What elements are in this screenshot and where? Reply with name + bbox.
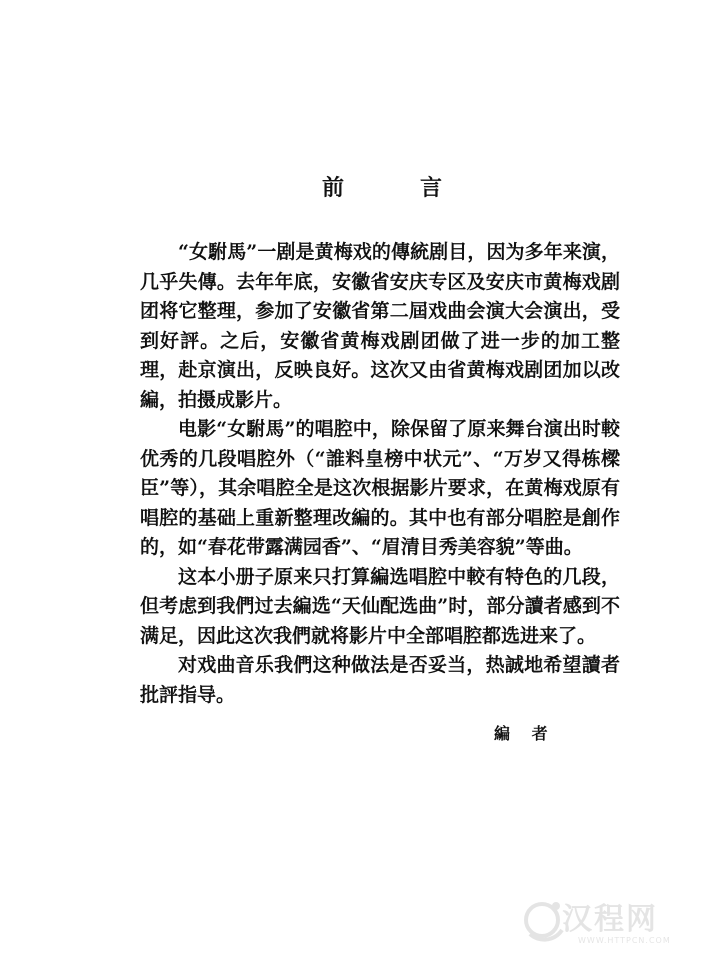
watermark-name: 汉程网	[562, 902, 658, 937]
editor-signature: 編 者	[494, 724, 556, 743]
watermark	[520, 892, 700, 956]
paragraph-4: 对戏曲音乐我們这种做法是否妥当，热誠地希望讀者批評指导。	[140, 654, 620, 706]
watermark-logo-icon	[520, 896, 568, 948]
paragraph-2: 电影“女駙馬”的唱腔中，除保留了原来舞台演出时較优秀的几段唱腔外（“誰料皇榜中状元”、“万岁又得栋樑臣”等），其余唱腔全是这次根据影片要求，在黄梅戏原有唱腔的基础上重新整理改編的。其中也有部分唱腔是創作的，如“春花带露满园香”、“眉清目秀美容貌”等曲。	[140, 418, 620, 558]
preface-body	[140, 238, 620, 710]
paragraph-1: “女駙馬”一剧是黄梅戏的傳統剧目，因为多年来演，几乎失傳。去年年底，安徽省安庆专区及安庆市黄梅戏剧团将它整理，参加了安徽省第二屆戏曲会演大会演出，受到好評。之后，安徽省黄梅戏剧团做了进一步的加工整理，赴京演出，反映良好。这次又由省黄梅戏剧团加以改編，拍摄成影片。	[140, 241, 620, 411]
page-title	[322, 168, 442, 204]
watermark-url: WWW.HTTPCN.COM	[578, 936, 671, 945]
title-char-second: 言	[419, 174, 442, 201]
title-char-first: 前	[322, 174, 345, 201]
paragraph-3: 这本小册子原来只打算編选唱腔中較有特色的几段，但考虑到我們过去編选“天仙配选曲”时，部分讀者感到不满足，因此这次我們就将影片中全部唱腔都选进来了。	[140, 565, 620, 647]
